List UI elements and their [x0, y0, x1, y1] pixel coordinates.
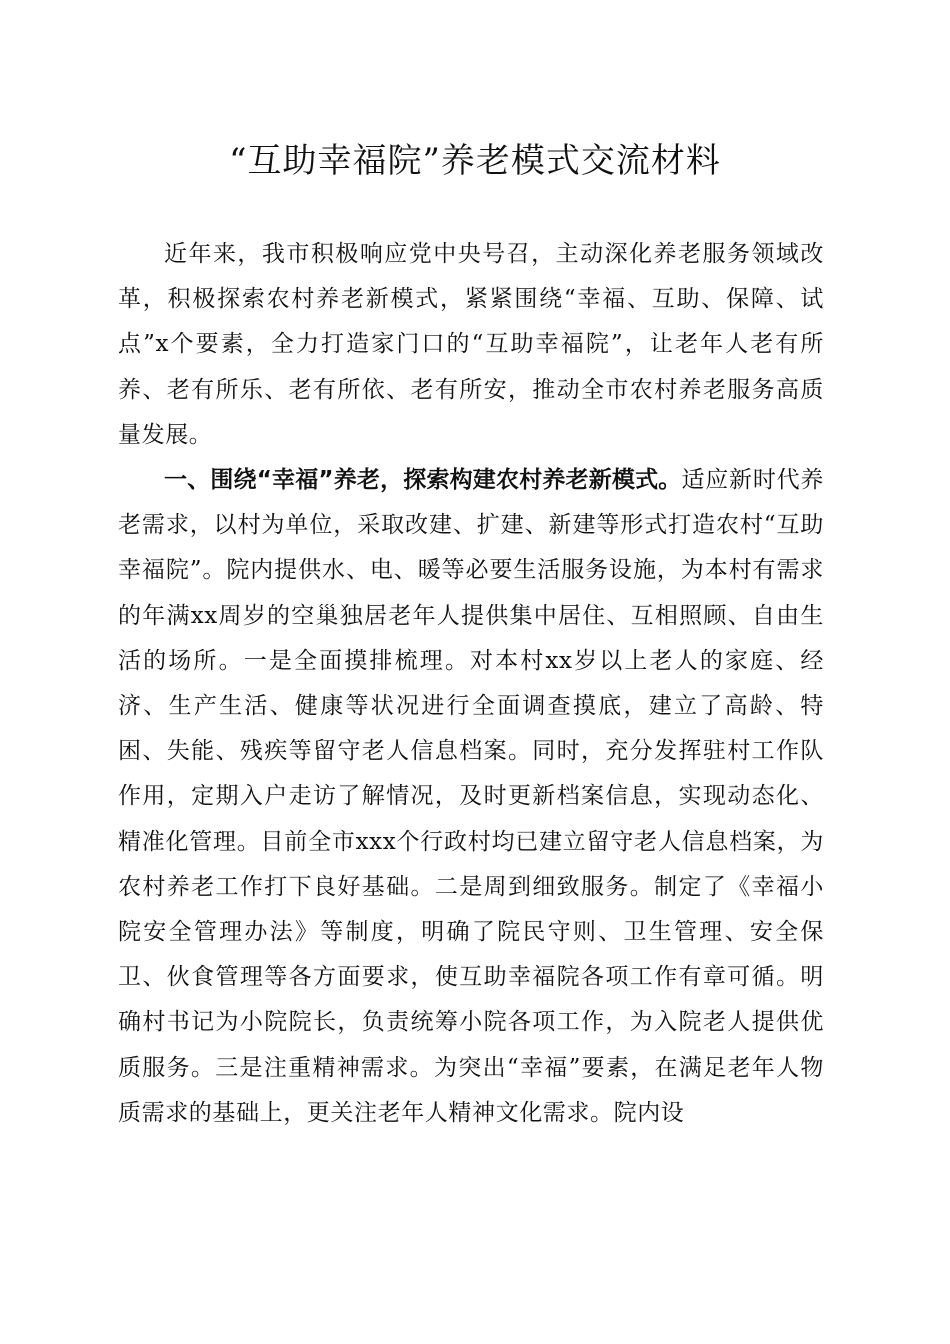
document-title: “互助幸福院”养老模式交流材料: [229, 141, 721, 181]
section-1-paragraph: [118, 458, 824, 1136]
intro-paragraph: 近年来，我市积极响应党中央号召，主动深化养老服务领域改革，积极探索农村养老新模式，紧紧围绕“幸福、互助、保障、试点”x个要素，全力打造家门口的“互助幸福院”，让老年人老有所养、老有所乐、老有所依、老有所安，推动全市农村养老服务高质量发展。: [118, 241, 824, 448]
section-1-body: 适应新时代养老需求，以村为单位，采取改建、扩建、新建等形式打造农村“互助幸福院”。院内提供水、电、暖等必要生活服务设施，为本村有需求的年满xx周岁的空巢独居老年人提供集中居住、互相照顾、自由生活的场所。一是全面摸排梳理。对本村xx岁以上老人的家庭、经济、生产生活、健康等状况进行全面调查摸底，建立了高龄、特困、失能、残疾等留守老人信息档案。同时，充分发挥驻村工作队作用，定期入户走访了解情况，及时更新档案信息，实现动态化、精准化管理。目前全市xxx个行政村均已建立留守老人信息档案，为农村养老工作打下良好基础。二是周到细致服务。制定了《幸福小院安全管理办法》等制度，明确了院民守则、卫生管理、安全保卫、伙食管理等各方面要求，使互助幸福院各项工作有章可循。明确村书记为小院院长，负责统筹小院各项工作，为入院老人提供优质服务。三是注重精神需求。为突出“幸福”要素，在满足老年人物质需求的基础上，更关注老年人精神文化需求。院内设: [118, 467, 824, 1126]
document-body: [118, 232, 824, 1136]
section-1-heading: 一、围绕“幸福”养老，探索构建农村养老新模式。: [164, 467, 682, 494]
